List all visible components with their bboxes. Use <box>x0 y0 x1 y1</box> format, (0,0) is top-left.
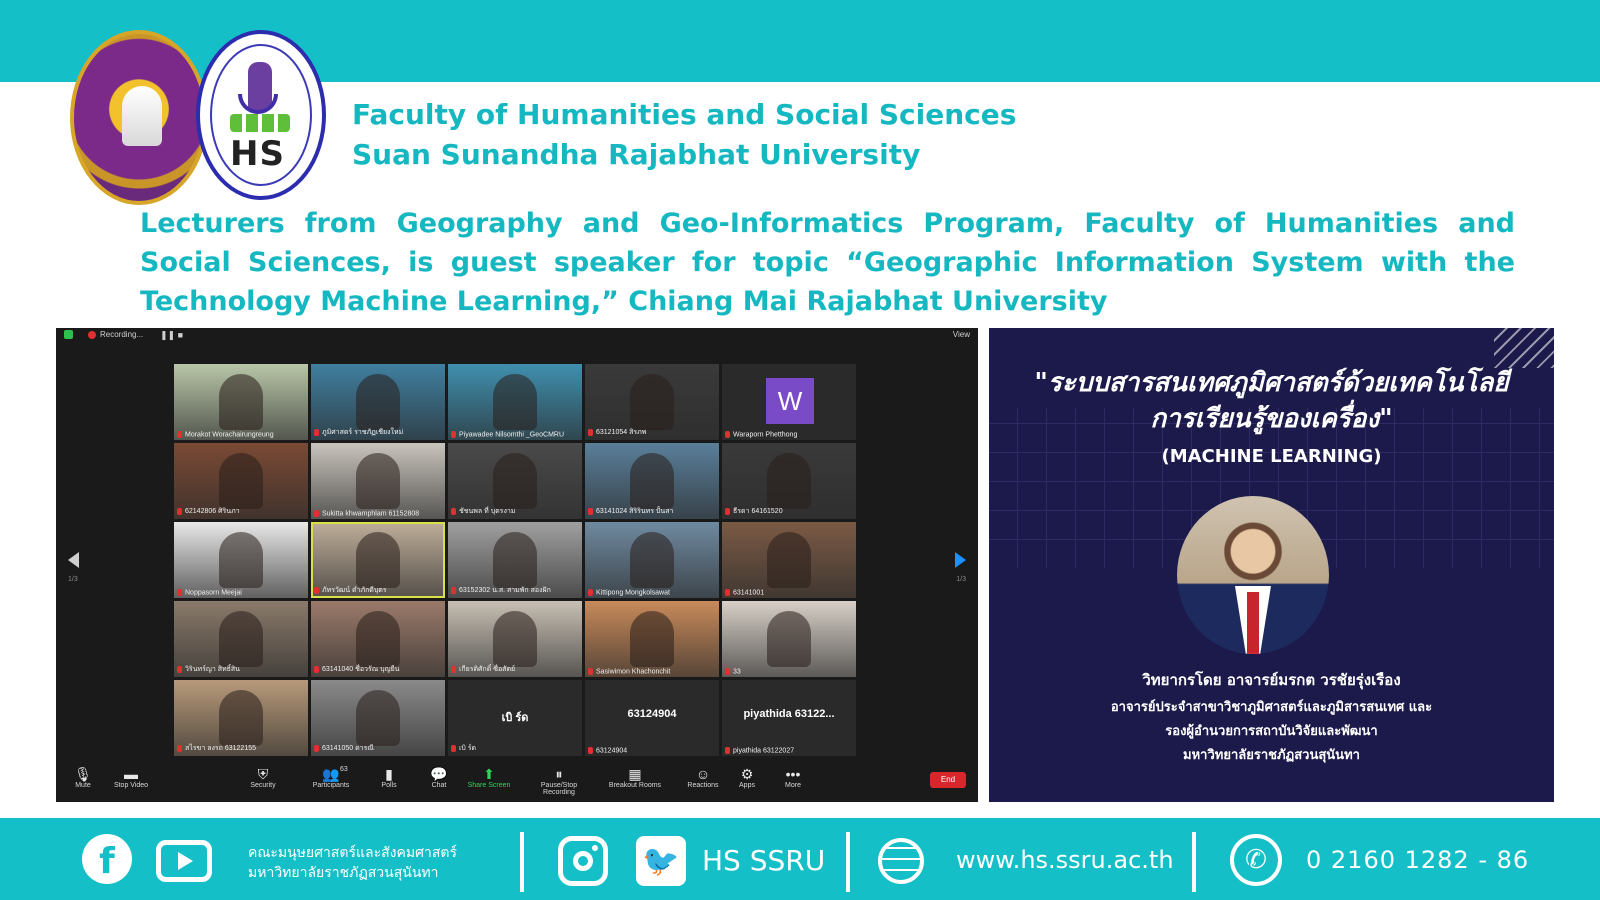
participant-name: 63141024 สิริรินทร ปั้นสา <box>596 508 674 515</box>
toolbar-label: Share Screen <box>467 782 511 789</box>
participants-icon: 👥 <box>322 766 340 782</box>
participant-video <box>493 453 537 509</box>
participant-name: สไรขา ลงรถ 63122155 <box>185 745 257 752</box>
participant-tile[interactable] <box>585 522 719 598</box>
ssru-logo <box>70 30 208 205</box>
muted-mic-icon <box>588 747 593 754</box>
participant-name-label <box>177 743 305 754</box>
pause-recording-icon: ⏸ <box>555 766 563 782</box>
footer-divider <box>520 832 524 892</box>
participant-video <box>630 532 674 588</box>
participant-video <box>219 532 263 588</box>
participant-video <box>219 690 263 746</box>
share-screen-icon: ⬆ <box>483 766 495 782</box>
apps-icon: ⚙ <box>740 766 754 782</box>
toolbar-label: Breakout Rooms <box>608 782 662 789</box>
participant-name: 63141040 ชื่อวรัณ บุญยืน <box>322 666 400 673</box>
more-button[interactable] <box>758 766 828 789</box>
chat-icon: 💬 <box>430 766 448 782</box>
participant-tile[interactable] <box>448 443 582 519</box>
participant-tile[interactable] <box>585 680 719 756</box>
participant-tile[interactable] <box>722 601 856 677</box>
participant-name: 63121054 สิรภพ <box>596 429 647 436</box>
pause-recording-icon[interactable]: ❚❚ ■ <box>160 330 184 340</box>
faculty-name: Faculty of Humanities and Social Sciences <box>352 98 1017 131</box>
instagram-icon[interactable] <box>558 836 608 886</box>
participant-name-label <box>451 664 579 675</box>
video-camera-icon: ▬ <box>124 766 138 782</box>
participant-video <box>767 532 811 588</box>
participant-video <box>219 374 263 430</box>
page-indicator-right: 1/3 <box>956 576 966 583</box>
muted-mic-icon <box>177 508 182 515</box>
participant-name-label <box>177 664 305 675</box>
participant-video <box>630 611 674 667</box>
university-name: Suan Sunandha Rajabhat University <box>352 138 921 171</box>
recording-dot-icon <box>88 331 96 339</box>
muted-mic-icon <box>725 431 730 438</box>
zoom-toolbar <box>56 762 978 802</box>
participant-tile[interactable] <box>722 680 856 756</box>
recording-label: Recording... <box>100 330 144 339</box>
muted-mic-icon <box>725 508 730 515</box>
social-handle[interactable]: HS SSRU <box>702 844 826 877</box>
participant-video <box>767 453 811 509</box>
zoom-top-bar <box>56 328 978 342</box>
breakout-rooms-button[interactable] <box>600 766 670 789</box>
slide-title-line-2: การเรียนรู้ของเครื่อง" <box>1150 404 1393 434</box>
participant-name: Kittipong Mongkolsawat <box>596 589 670 596</box>
slide-subtitle: (MACHINE LEARNING) <box>1161 446 1382 467</box>
hs-people-icon <box>230 114 290 132</box>
globe-icon <box>878 838 924 884</box>
participant-name: 63141001 <box>733 589 765 596</box>
muted-mic-icon <box>451 745 456 752</box>
pause-stop-recording-button[interactable] <box>524 766 594 796</box>
participant-name: 63141050 ดารณี <box>322 745 374 752</box>
toolbar-label: Polls <box>381 782 397 789</box>
participant-name-label <box>725 668 853 675</box>
portrait-tie <box>1247 592 1259 654</box>
participant-tile[interactable] <box>174 522 308 598</box>
participant-name: Sasiwimon Khachonchit <box>596 668 671 675</box>
phone-number[interactable]: 0 2160 1282 - 86 <box>1306 846 1530 874</box>
view-button[interactable]: View <box>952 330 970 339</box>
ssru-emblem <box>122 86 162 146</box>
participant-name: วิรินทร์ญา สิทธิ์สิน <box>185 666 240 673</box>
breakout-rooms-icon: ▦ <box>628 766 642 782</box>
participant-name: 33 <box>733 668 741 675</box>
end-meeting-button[interactable]: End <box>930 772 966 788</box>
zoom-meeting-window <box>56 328 978 802</box>
participant-name-label <box>314 664 442 675</box>
participant-video <box>356 453 400 509</box>
toolbar-label: Participants <box>312 782 350 789</box>
muted-mic-icon <box>314 745 319 752</box>
participant-gallery <box>174 364 860 756</box>
muted-mic-icon <box>314 510 319 517</box>
participant-name-label <box>588 589 716 596</box>
participant-display-name: piyathida 63122... <box>743 708 835 720</box>
participant-name-label <box>451 506 579 517</box>
muted-mic-icon <box>451 587 456 594</box>
microphone-icon: 🎙 <box>74 766 92 782</box>
slide-title-line-1: "ระบบสารสนเทศภูมิศาสตร์ด้วยเทคโนโลยี <box>1034 368 1509 398</box>
more-icon: ••• <box>785 766 801 782</box>
instagram-lens <box>573 851 593 871</box>
shield-icon: ⛨ <box>257 766 269 782</box>
participant-video <box>356 374 400 430</box>
participant-name: piyathida 63122027 <box>733 747 795 754</box>
muted-mic-icon <box>451 508 456 515</box>
toolbar-label: Mute <box>75 782 91 789</box>
participant-name: Waraporn Phetthong <box>733 431 798 438</box>
participant-tile[interactable] <box>174 601 308 677</box>
participant-name: ชัชนพล ที่ บุตรงาม <box>459 508 516 515</box>
participant-name: Sukitta khwamphlam 61152808 <box>322 510 420 517</box>
headline: Lecturers from Geography and Geo-Informatics Program, Faculty of Humanities and Social Sciences, is guest speaker for topic “Geographic Information System with the Technology Machine Learning,” Chiang Mai Rajabhat University <box>140 208 1515 317</box>
toolbar-label: Chat <box>431 782 447 789</box>
toolbar-label: Security <box>250 782 276 789</box>
page-indicator-left: 1/3 <box>68 576 78 583</box>
participant-tile[interactable] <box>448 364 582 440</box>
muted-mic-icon <box>588 589 593 596</box>
participant-name-label <box>177 431 305 438</box>
muted-mic-icon <box>314 666 319 673</box>
website-link[interactable]: www.hs.ssru.ac.th <box>956 846 1174 874</box>
participant-video <box>219 611 263 667</box>
security-button[interactable] <box>228 766 298 789</box>
participant-tile[interactable] <box>722 364 856 440</box>
participant-video <box>767 611 811 667</box>
muted-mic-icon <box>588 668 593 675</box>
muted-mic-icon <box>177 745 182 752</box>
participant-display-name: เบิ ร์ด <box>501 712 529 724</box>
participant-count: 63 <box>340 766 348 773</box>
participant-name: 63152302 น.ส. สามพัก สองฝัก <box>459 587 551 594</box>
participant-video <box>630 453 674 509</box>
participant-name-label <box>451 585 579 596</box>
speaker-role-2: รองผู้อำนวยการสถาบันวิจัยและพัฒนา <box>1165 724 1378 739</box>
participant-name-label <box>725 589 853 596</box>
participant-video <box>630 374 674 430</box>
participant-tile[interactable] <box>448 601 582 677</box>
participant-tile[interactable] <box>174 364 308 440</box>
share-screen-button[interactable] <box>454 766 524 789</box>
participant-name: ภัทรวัฒน์ ตำภักดีบุตร <box>322 587 387 594</box>
previous-page-arrow-icon[interactable] <box>68 552 79 568</box>
participant-name: เบิ ร์ด <box>459 745 477 752</box>
participant-tile[interactable] <box>174 443 308 519</box>
muted-mic-icon <box>314 429 319 436</box>
participant-name-label <box>725 506 853 517</box>
participant-tile[interactable] <box>311 364 445 440</box>
hs-logo <box>196 30 326 200</box>
muted-mic-icon <box>177 589 182 596</box>
toolbar-label: More <box>785 782 801 789</box>
participant-video <box>356 690 400 746</box>
facebook-icon[interactable]: f <box>82 834 132 884</box>
muted-mic-icon <box>314 587 319 594</box>
hs-logo-text: HS <box>230 134 285 174</box>
participant-display-name: 63124904 <box>627 708 677 720</box>
participant-video <box>219 453 263 509</box>
phone-icon: ✆ <box>1230 834 1282 886</box>
participant-name: เกียรติศักดิ์ ซื่อสัตย์ <box>459 666 516 673</box>
participant-name: Piyawadee Nilsomthi _GeoCMRU <box>459 431 565 438</box>
reactions-icon: ☺ <box>695 766 711 782</box>
muted-mic-icon <box>588 429 593 436</box>
participant-name-label <box>451 431 579 438</box>
instagram-dot <box>592 845 598 851</box>
footer-divider <box>1192 832 1196 892</box>
participant-tile[interactable] <box>585 601 719 677</box>
footer-org-line-2: มหาวิทยาลัยราชภัฏสวนสุนันทา <box>248 865 439 881</box>
participant-name-label <box>177 589 305 596</box>
muted-mic-icon <box>177 431 182 438</box>
participant-video <box>356 532 400 588</box>
polls-icon: ▮ <box>385 766 393 782</box>
toolbar-label: Apps <box>739 782 755 789</box>
participant-name-label <box>588 427 716 438</box>
muted-mic-icon <box>725 589 730 596</box>
twitter-icon[interactable]: 🐦 <box>636 836 686 886</box>
speaker-name: วิทยากรโดย อาจารย์มรกต วรชัยรุ่งเรือง <box>1142 671 1401 689</box>
participant-tile[interactable] <box>448 522 582 598</box>
participant-video <box>493 374 537 430</box>
next-page-arrow-icon[interactable] <box>955 552 966 568</box>
participant-name: 62142806 ศิรินภา <box>185 508 240 515</box>
toolbar-label: Stop Video <box>113 782 149 789</box>
participant-tile[interactable] <box>311 522 445 598</box>
participant-name: Morakot Worachairungreung <box>185 431 274 438</box>
participant-name-label <box>588 668 716 675</box>
muted-mic-icon <box>451 431 456 438</box>
participant-tile[interactable] <box>174 680 308 756</box>
participant-name-label <box>314 743 442 754</box>
participant-tile[interactable] <box>722 522 856 598</box>
youtube-icon[interactable] <box>156 840 212 882</box>
participant-tile[interactable] <box>722 443 856 519</box>
participant-tile[interactable] <box>448 680 582 756</box>
muted-mic-icon <box>451 666 456 673</box>
participant-name-label <box>314 585 442 596</box>
participant-tile[interactable] <box>311 601 445 677</box>
participant-video <box>493 532 537 588</box>
participant-name-label <box>725 431 853 438</box>
participant-avatar: W <box>766 378 814 424</box>
speaker-role-3: มหาวิทยาลัยราชภัฏสวนสุนันทา <box>1183 748 1360 763</box>
presentation-slide <box>989 328 1554 802</box>
speaker-portrait <box>1177 496 1329 654</box>
participant-name-label <box>314 510 442 517</box>
muted-mic-icon <box>725 747 730 754</box>
participant-name-label <box>314 427 442 438</box>
muted-mic-icon <box>588 508 593 515</box>
participant-name-label <box>177 506 305 517</box>
participant-name: ภูมิศาสตร์ ราชภัฏเชียงใหม่ <box>322 429 404 436</box>
footer-org-line-1: คณะมนุษยศาสตร์และสังคมศาสตร์ <box>248 845 458 861</box>
participant-tile[interactable] <box>585 443 719 519</box>
participant-name: Noppasorn Meejai <box>185 589 242 596</box>
muted-mic-icon <box>177 666 182 673</box>
stop-video-button[interactable] <box>96 766 166 789</box>
footer <box>0 818 1600 900</box>
participant-name: 63124904 <box>596 747 628 754</box>
participant-video <box>493 611 537 667</box>
security-shield-icon <box>64 330 73 339</box>
participant-name-label <box>451 743 579 754</box>
speaker-role-1: อาจารย์ประจำสาขาวิชาภูมิศาสตร์และภูมิสารสนเทศ และ <box>1110 700 1433 715</box>
participant-name-label <box>588 506 716 517</box>
participant-name-label <box>725 747 853 754</box>
youtube-play-icon <box>178 852 193 870</box>
muted-mic-icon <box>725 668 730 675</box>
participant-video <box>356 611 400 667</box>
footer-divider <box>846 832 850 892</box>
participant-tile[interactable] <box>311 443 445 519</box>
toolbar-label: Reactions <box>687 782 719 789</box>
toolbar-label: Pause/Stop Recording <box>540 782 578 796</box>
participant-tile[interactable] <box>311 680 445 756</box>
participant-tile[interactable] <box>585 364 719 440</box>
participant-name: ธีรดา 64161520 <box>733 508 783 515</box>
participant-name-label <box>588 747 716 754</box>
